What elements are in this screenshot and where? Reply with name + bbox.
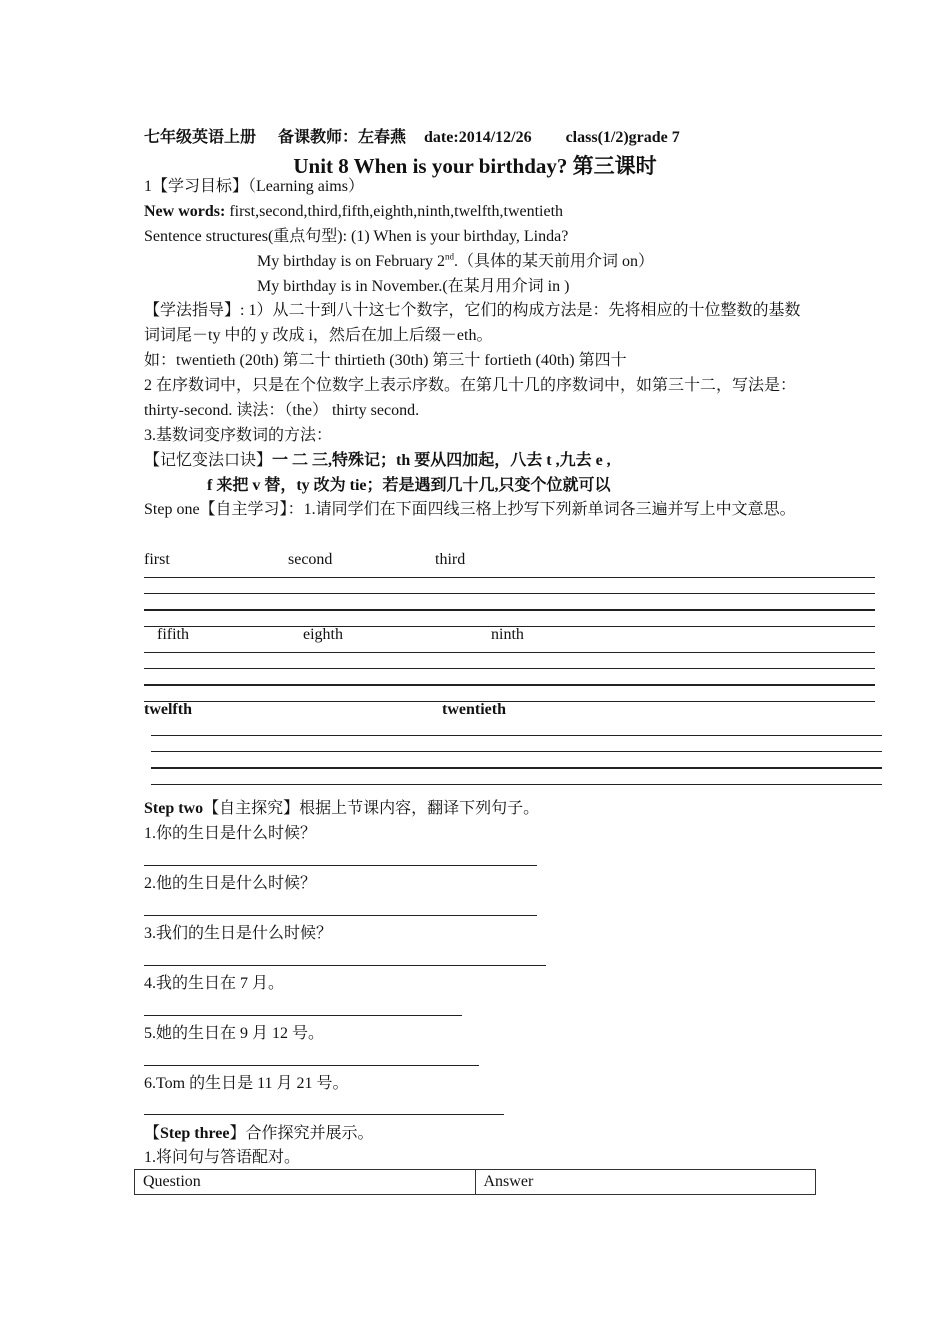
answer-line[interactable] xyxy=(144,1114,504,1115)
answer-line[interactable] xyxy=(144,1015,462,1016)
translate-item: 6.Tom 的生日是 11 月 21 号。 xyxy=(144,1075,349,1092)
mnemonic-text-1: 一 二 三,特殊记；th 要从四加起，八去 t ,九去 e , xyxy=(272,452,611,469)
step-three-task: 1.将问句与答语配对。 xyxy=(144,1149,301,1166)
guide-line-4: 2 在序数词中，只是在个位数字上表示序数。在第几十几的序数词中，如第三十二，写法是： xyxy=(144,377,797,394)
new-words-list: first,second,third,fifth,eighth,ninth,twelfth,twentieth xyxy=(229,203,564,220)
answer-line[interactable] xyxy=(144,865,537,866)
answer-line[interactable] xyxy=(144,915,537,916)
translate-item: 3.我们的生日是什么时候？ xyxy=(144,925,333,942)
aims-label: 【学习目标】（Learning aims） xyxy=(152,178,364,195)
answer-line[interactable] xyxy=(144,965,546,966)
answer-line[interactable] xyxy=(144,1065,479,1066)
practice-word: ninth xyxy=(491,626,524,643)
writing-line xyxy=(151,735,882,736)
sentence-structures: Sentence structures(重点句型): (1) When is your birthday, Linda? xyxy=(144,228,569,245)
translate-item: 4.我的生日在 7 月。 xyxy=(144,975,285,992)
sentence-2-note: .（具体的某天前用介词 on） xyxy=(453,253,654,270)
mnemonic-line-1 xyxy=(144,451,611,471)
sentence-2-text: My birthday is on February 2 xyxy=(257,253,445,270)
header-grade-book: 七年级英语上册 xyxy=(144,129,257,146)
practice-word: twentieth xyxy=(442,701,506,718)
step-three xyxy=(144,1124,374,1144)
step-one-text: ：1.请同学们在下面四线三格上抄写下列新单词各三遍并写上中文意思。 xyxy=(287,501,796,518)
header-date: date:2014/12/26 xyxy=(424,129,532,146)
practice-word: fifith xyxy=(157,626,189,643)
sentence-2-sup: nd xyxy=(444,251,454,262)
guide-line-6: 3.基数词变序数词的方法： xyxy=(144,427,333,444)
writing-line xyxy=(144,593,875,594)
guide-line-2: 词词尾－ty 中的 y 改成 i，然后在加上后缀－eth。 xyxy=(144,327,493,344)
learning-aims xyxy=(144,177,364,197)
aims-number: 1 xyxy=(144,178,152,195)
header-line xyxy=(144,128,680,148)
guide-line-3: 如：twentieth (20th) 第二十 thirtieth (30th) 第三十 fortieth (40th) 第四十 xyxy=(144,352,627,369)
writing-line xyxy=(144,609,875,611)
new-words-label: New words: xyxy=(144,203,226,220)
practice-word: second xyxy=(288,551,333,568)
writing-line xyxy=(151,767,882,769)
match-table xyxy=(134,1169,816,1195)
step-one xyxy=(144,500,796,520)
writing-line xyxy=(144,684,875,686)
practice-word: first xyxy=(144,551,170,568)
table-header-question: Question xyxy=(135,1170,476,1195)
translate-item: 1.你的生日是什么时候？ xyxy=(144,825,317,842)
writing-line xyxy=(144,577,875,578)
header-class: class(1/2)grade 7 xyxy=(565,129,680,146)
writing-line xyxy=(144,701,875,702)
step-three-label: Step three xyxy=(160,1125,230,1142)
new-words xyxy=(144,202,563,222)
translate-item: 5.她的生日在 9 月 12 号。 xyxy=(144,1025,325,1042)
step-three-bracket: 【 xyxy=(144,1125,161,1142)
guide-line-5: thirty-second. 读法：（the） thirty second. xyxy=(144,402,420,419)
step-two xyxy=(144,799,539,819)
writing-line xyxy=(144,652,875,653)
writing-line xyxy=(151,784,882,785)
sentence-example-3: My birthday is in November.(在某月用介词 in ) xyxy=(257,278,570,295)
practice-word: eighth xyxy=(303,626,343,643)
step-one-label: Step one【自主学习】 xyxy=(144,501,288,518)
step-two-text: 【自主探究】根据上节课内容，翻译下列句子。 xyxy=(203,800,540,817)
step-two-label: Step two xyxy=(144,800,204,817)
writing-line xyxy=(151,751,882,752)
writing-line xyxy=(144,668,875,669)
mnemonic-line-2: f 来把 v 替，ty 改为 tie；若是遇到几十几,只变个位就可以 xyxy=(207,477,611,494)
guide-line-1: 【学法指导】: 1）从二十到八十这七个数字，它们的构成方法是：先将相应的十位整数的基数 xyxy=(144,302,801,319)
translate-item: 2.他的生日是什么时候？ xyxy=(144,875,317,892)
header-teacher: 备课教师：左春燕 xyxy=(278,129,407,146)
practice-word: twelfth xyxy=(144,701,192,718)
sentence-example-2 xyxy=(257,252,654,272)
practice-word: third xyxy=(435,551,466,568)
mnemonic-label: 【记忆变法口诀】 xyxy=(144,452,273,469)
table-header-answer: Answer xyxy=(475,1170,816,1195)
step-three-text: 】合作探究并展示。 xyxy=(229,1125,374,1142)
table-header-row xyxy=(135,1170,816,1195)
page-title: Unit 8 When is your birthday? 第三课时 xyxy=(293,154,657,178)
